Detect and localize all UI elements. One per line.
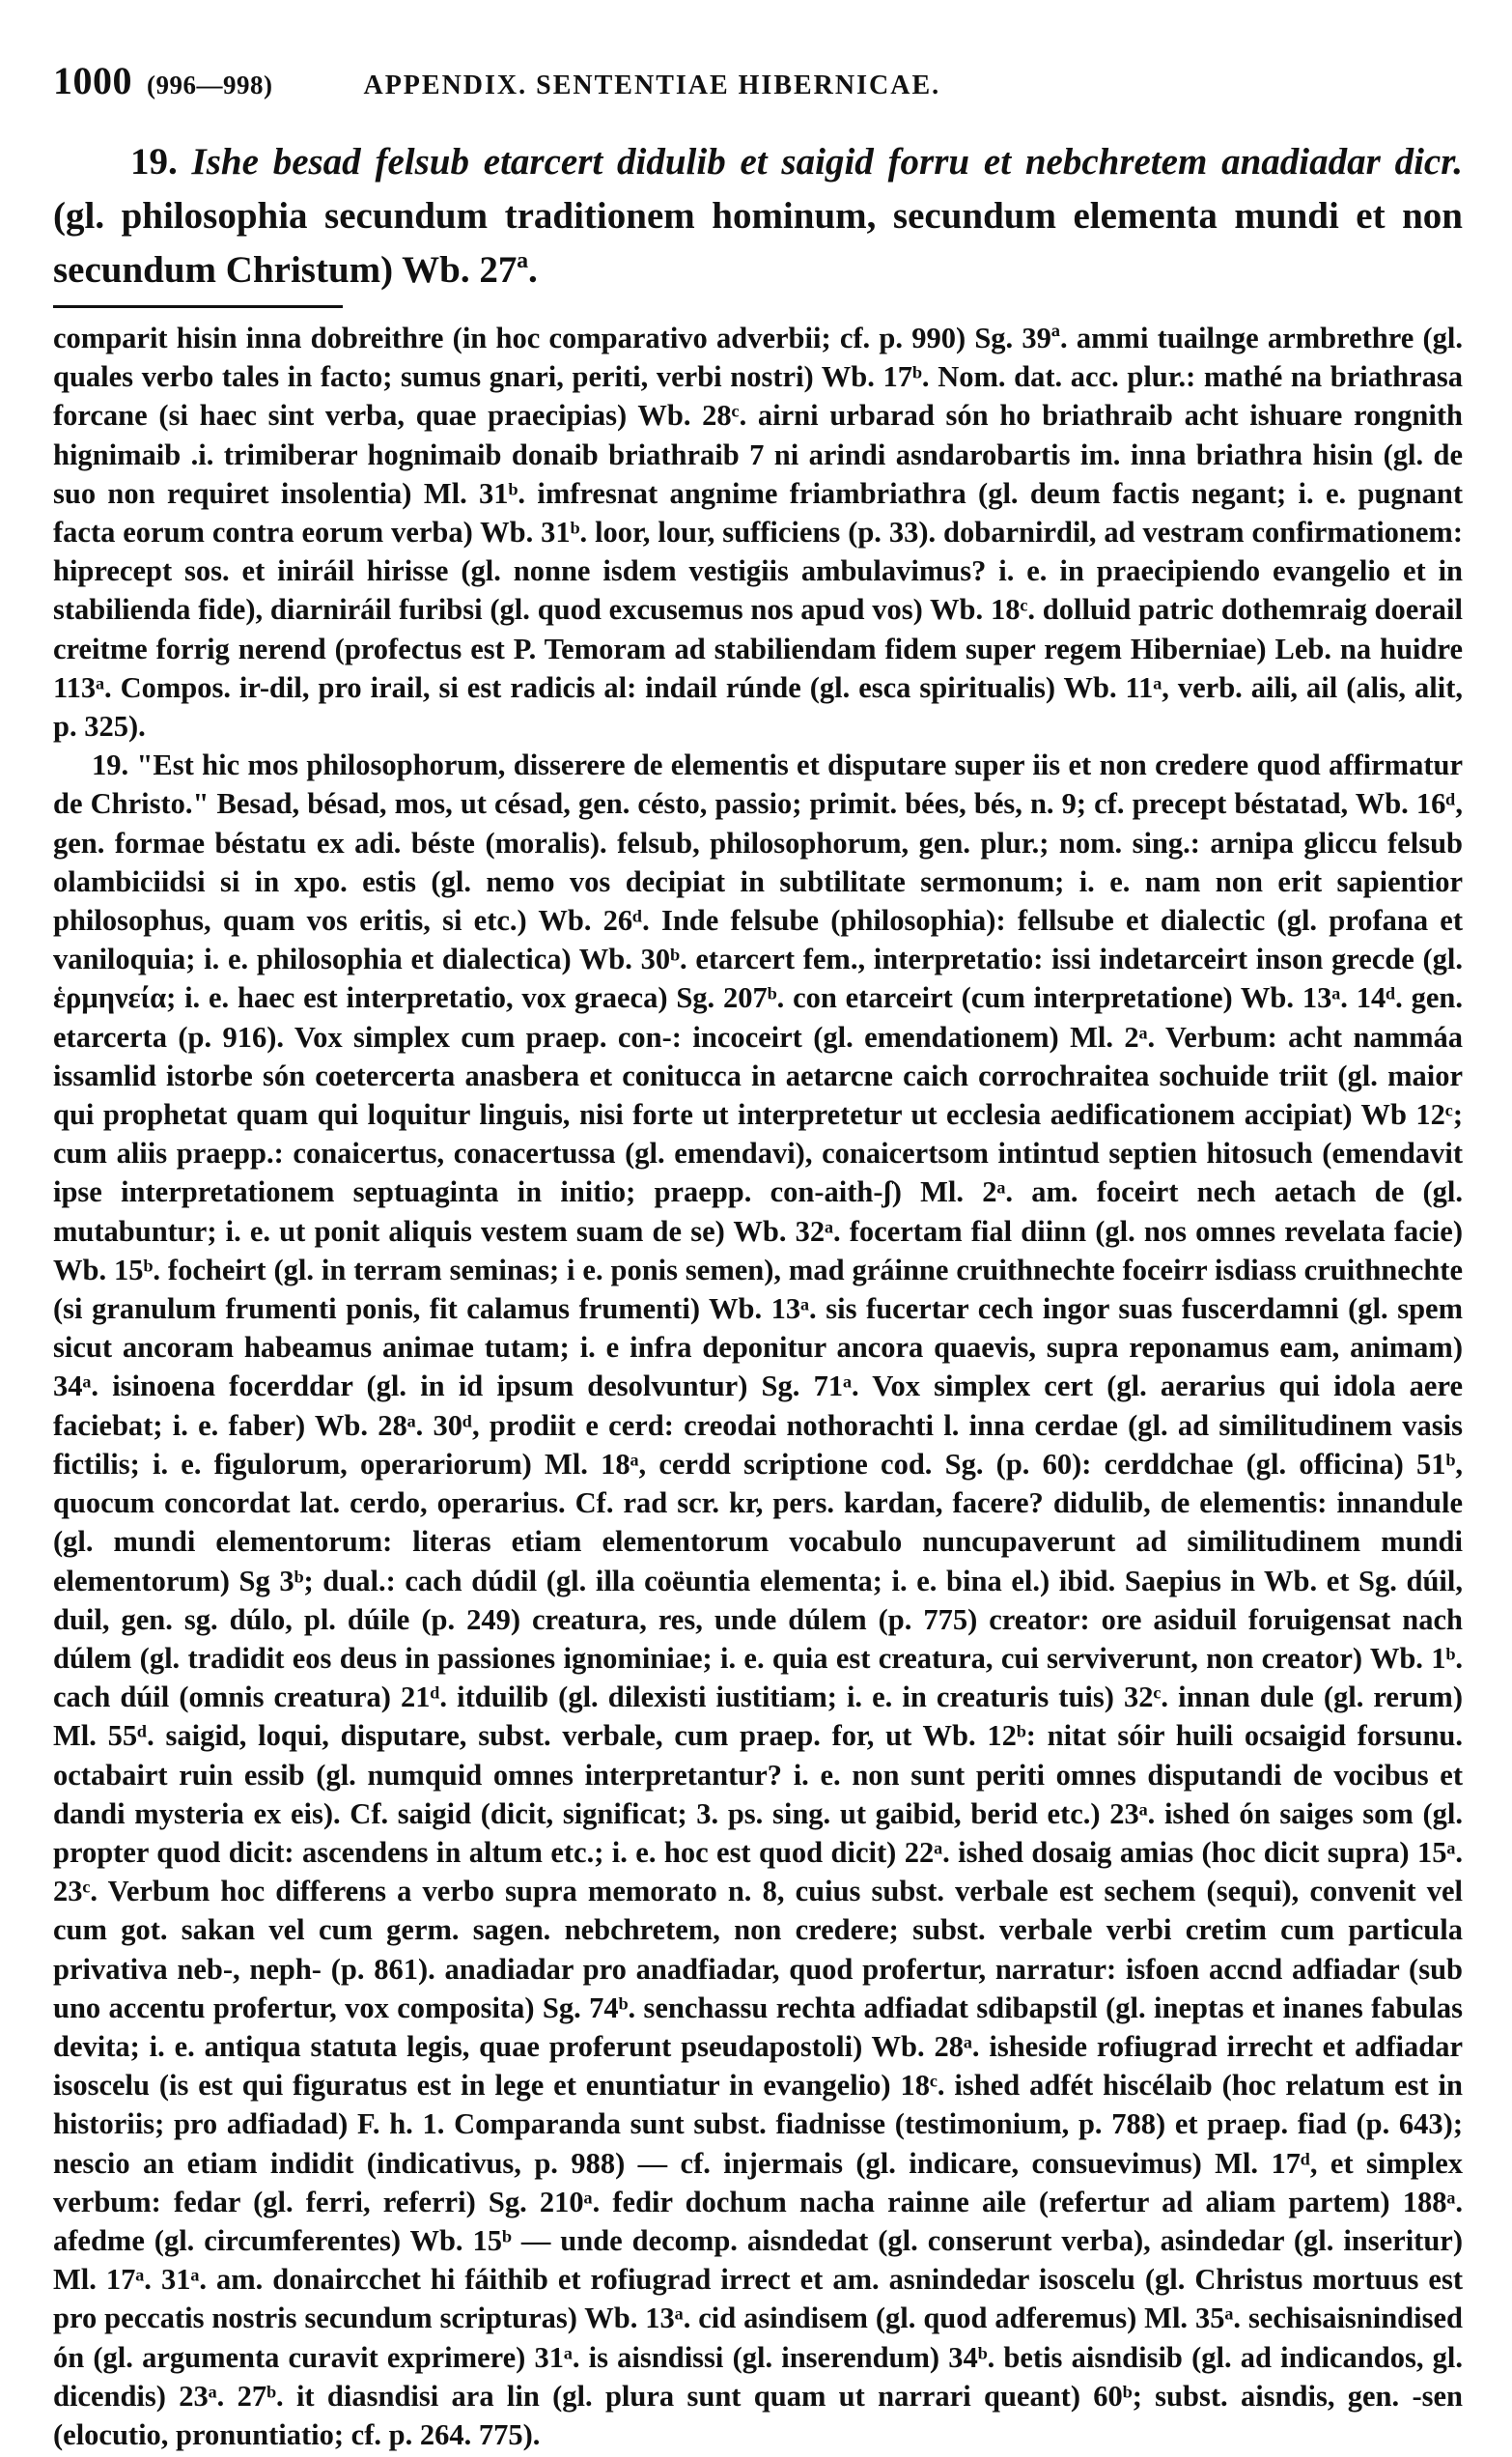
page-number: 1000 — [53, 59, 132, 102]
entry-number: 19. — [130, 141, 178, 183]
entry-irish-text: Ishe besad felsub etarcert didulib et saigid forru et nebchretem anadiadar dicr. — [191, 141, 1463, 183]
main-entry — [53, 135, 1463, 297]
commentary-paragraph-1: comparit hisin inna dobreithre (in hoc comparativo adverbii; cf. p. 990) Sg. 39ª. ammi tuailnge armbrethre (gl. quales verbo tales in facto; sumus gnari, periti, verbi nostri) Wb. 17ᵇ. Nom. dat. acc. plur.: mathé na briathrasa forcane (si haec sint verba, quae praecipias) Wb. 28ᶜ. airni urbarad són ho briathraib acht ishuare rongnith hignimaib .i. trimiberar hognimaib donaib briathraib 7 ni arindi asndarobartis im. inna briathra hisin (gl. de suo non requiret insolentia) Ml. 31ᵇ. imfresnat angnime friambriathra (gl. deum factis negant; i. e. pugnant facta eorum contra eorum verba) Wb. 31ᵇ. loor, lour, sufficiens (p. 33). dobarnirdil, ad vestram confirmationem: hiprecept sos. et iniráil hirisse (gl. nonne isdem vestigiis ambulavimus? i. e. in praecipiendo evangelio et in stabilienda fide), diarniráil furibsi (gl. quod excusemus nos apud vos) Wb. 18ᶜ. dolluid patric dothemraig doerail creitme forrig nerend (profectus est P. Temoram ad stabiliendam fidem super regem Hiberniae) Leb. na huidre 113ᵃ. Compos. ir-dil, pro irail, si est radicis al: indail rúnde (gl. esca spiritualis) Wb. 11ᵃ, verb. aili, ail (alis, alit, p. 325). — [53, 322, 1463, 744]
entry-reference: Wb. 27ª. — [402, 249, 538, 291]
commentary-paragraph-2: 19. "Est hic mos philosophorum, disserere de elementis et disputare super iis et non credere quod affirmatur de Christo." Besad, bésad, mos, ut césad, gen. césto, passio; primit. bées, bés, n. 9; cf. precept béstatad, Wb. 16ᵈ, gen. formae béstatu ex adi. béste (moralis). felsub, philosophorum, gen. plur.; nom. sing.: arnipa gliccu felsub olambiciidsi si in xpo. estis (gl. nemo vos decipiat in subtilitate sermonum; i. e. nam non erit sapientior philosophus, quam vos eritis, si etc.) Wb. 26ᵈ. Inde felsube (philosophia): fellsube et dialectic (gl. profana et vaniloquia; i. e. philosophia et dialectica) Wb. 30ᵇ. etarcert fem., interpretatio: issi indetarceirt inson grecde (gl. ἑρμηνεία; i. e. haec est interpretatio, vox graeca) Sg. 207ᵇ. con etarceirt (cum interpretatione) Wb. 13ᵃ. 14ᵈ. gen. etarcerta (p. 916). Vox simplex cum praep. con-: incoceirt (gl. emendationem) Ml. 2ᵃ. Verbum: acht nammáa issamlid istorbe són coetercerta anasbera et conitucca in aetarcne caich corrochraitea sochuide triit (gl. maior qui prophetat quam qui loquitur linguis, nisi forte ut interpretetur ut ecclesia aedificationem accipiat) Wb 12ᶜ; cum aliis praepp.: conaicertus, conacertussa (gl. emendavi), conaicertsom intintud septien hitosuch (emendavit ipse interpretationem septuaginta in initio; praepp. con-aith-ʃ) Ml. 2ᵃ. am. foceirt nech aetach de (gl. mutabuntur; i. e. ut ponit aliquis vestem suam de se) Wb. 32ᵃ. focertam fial diinn (gl. nos omnes revelata facie) Wb. 15ᵇ. focheirt (gl. in terram seminas; i e. ponis semen), mad gráinne cruithnechte foceirr isdiass cruithnechte (si granulum frumenti ponis, fit calamus frumenti) Wb. 13ᵃ. sis fucertar cech ingor suas fuscerdamni (gl. spem sicut ancoram habeamus animae tutam; i. e infra deponitur ancora quaevis, supra reponamus eam, animam) 34ᵃ. isinoena focerddar (gl. in id ipsum desolvuntur) Sg. 71ᵃ. Vox simplex cert (gl. aerarius qui idola aere faciebat; i. e. faber) Wb. 28ᵃ. 30ᵈ, prodiit e cerd: creodai nothorachti l. inna cerdae (gl. ad similitudinem vasis fictilis; i. e. figulorum, operariorum) Ml. 18ᵃ, cerdd scriptione cod. Sg. (p. 60): cerddchae (gl. officina) 51ᵇ, quocum concordat lat. cerdo, operarius. Cf. rad scr. kr, pers. kardan, facere? didulib, de elementis: innandule (gl. mundi elementorum: literas etiam elementorum vocabulo nuncupaverunt ad similitudinem mundi elementorum) Sg 3ᵇ; dual.: cach dúdil (gl. illa coëuntia elementa; i. e. bina el.) ibid. Saepius in Wb. et Sg. dúil, duil, gen. sg. dúlo, pl. dúile (p. 249) creatura, res, unde dúlem (p. 775) creator: ore asiduil foruigensat nach dúlem (gl. tradidit eos deus in passiones ignominiae; i. e. quia est creatura, cui serviverunt, non creator) Wb. 1ᵇ. cach dúil (omnis creatura) 21ᵈ. itduilib (gl. dilexisti iustitiam; i. e. in creaturis tuis) 32ᶜ. innan dule (gl. rerum) Ml. 55ᵈ. saigid, loqui, disputare, subst. verbale, cum praep. for, ut Wb. 12ᵇ: nitat sóir huili ocsaigid forsunu. octabairt ruin essib (gl. numquid omnes interpretantur? i. e. non sunt periti omnes disputandi de vocibus et dandi mysteria ex eis). Cf. saigid (dicit, significat; 3. ps. sing. ut gaibid, berid etc.) 23ᵃ. ished ón saiges som (gl. propter quod dicit: ascendens in altum etc.; i. e. hoc est quod dicit) 22ᵃ. ished dosaig amias (hoc dicit supra) 15ᵃ. 23ᶜ. Verbum hoc differens a verbo supra memorato n. 8, cuius subst. verbale est sechem (sequi), convenit vel cum got. sakan vel cum germ. sagen. nebchretem, non credere; subst. verbale verbi cretim cum particula privativa neb-, neph- (p. 861). anadiadar pro anadfiadar, quod profertur, narratur: isfoen accnd adfiadar (sub uno accentu profertur, vox composita) Sg. 74ᵇ. senchassu rechta adfiadat sdibapstil (gl. ineptas et inanes fabulas devita; i. e. antiqua statuta legis, quae proferunt pseudapostoli) Wb. 28ᵃ. isheside rofiugrad irrecht et adfiadar isoscelu (is est qui figuratus est in lege et enuntiatur in evangelio) 18ᶜ. ished adfét hiscélaib (hoc relatum est in historiis; pro adfiadad) F. h. 1. Comparanda sunt subst. fiadnisse (testimonium, p. 788) et praep. fiad (p. 643); nescio an etiam indidit (indicativus, p. 988) — cf. injermais (gl. indicare, consuevimus) Ml. 17ᵈ, et simplex verbum: fedar (gl. ferri, referri) Sg. 210ᵃ. fedir dochum nacha rainne aile (refertur ad aliam partem) 188ᵃ. afedme (gl. circumferentes) Wb. 15ᵇ — unde decomp. aisndedat (gl. conserunt verba), asindedar (gl. inseritur) Ml. 17ᵃ. 31ᵃ. am. donaircchet hi fáithib et rofiugrad irrect et am. asnindedar isoscelu (gl. Christus mortuus est pro peccatis nostris secundum scripturas) Wb. 13ᵃ. cid asindisem (gl. quod adferemus) Ml. 35ᵃ. sechisaisnindised ón (gl. argumenta curavit exprimere) 31ᵃ. is aisndissi (gl. inserendum) 34ᵇ. betis aisndisib (gl. ad indicandos, gl. dicendis) 23ᵃ. 27ᵇ. it diasndisi ara lin (gl. plura sunt quam ut narrari queant) 60ᵇ; subst. aisndis, gen. -sen (elocutio, pronuntiatio; cf. p. 264. 775). — [53, 748, 1463, 2451]
separator-rule — [53, 305, 343, 308]
commentary — [53, 319, 1463, 2451]
page-range: (996—998) — [147, 71, 273, 99]
header-title: APPENDIX. SENTENTIAE HIBERNICAE. — [363, 71, 941, 100]
entry-gloss: (gl. philosophia secundum traditionem hominum, secundum elementa mundi et non secundum Christum) — [53, 195, 1463, 291]
running-header — [53, 58, 1463, 103]
